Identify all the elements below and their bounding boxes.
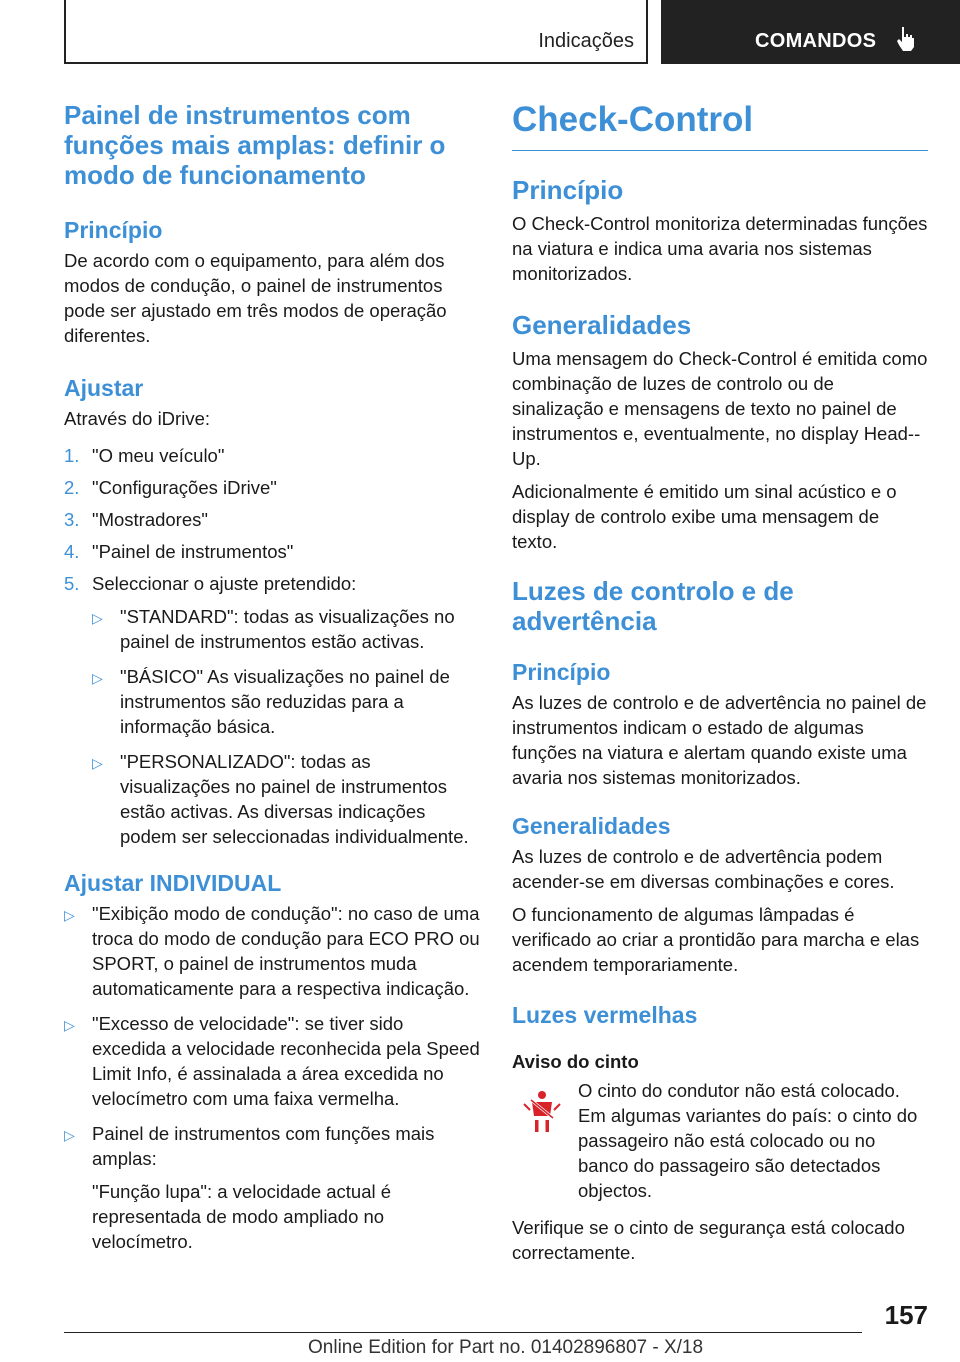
list-item <box>64 1121 480 1254</box>
aviso-cinto-text: O cinto do condutor não está colocado. Em algumas variantes do país: o cinto do passageiro não está colocado ou no banco do passageiro são detectados objectos. <box>578 1080 918 1201</box>
header-section-label: Indicações <box>538 30 634 52</box>
luzes-principio-text: As luzes de controlo e de advertência no painel de instrumentos indicam o estado de algumas funções na viatura e alertam quando existe uma avaria nos sistemas monitorizados. <box>512 692 927 788</box>
step-text: "Configurações iDrive" <box>92 477 277 498</box>
hand-pointer-icon <box>895 25 919 53</box>
bullet-triangle-icon: ▷ <box>92 670 103 686</box>
step-text: "Painel de instrumentos" <box>92 541 294 562</box>
seatbelt-warning-icon <box>522 1090 562 1132</box>
luzes-generalidades-text-2: O funcionamento de algumas lâmpadas é verificado ao criar a prontidão para marcha e elas acendem temporariamente. <box>512 904 920 975</box>
list-item <box>64 901 480 1001</box>
individual-text: "Exibição modo de condução": no caso de uma troca do modo de condução para ECO PRO ou SPORT, o painel de instrumentos muda automaticamente para a respectiva indicação. <box>92 903 480 999</box>
footer-edition-text: Online Edition for Part no. 01402896807 - X/18 <box>308 1337 704 1358</box>
list-item <box>92 604 480 654</box>
step-text: "O meu veículo" <box>92 445 225 466</box>
header-chapter-label: COMANDOS <box>755 30 877 52</box>
modes-list <box>92 604 480 849</box>
list-item <box>92 664 480 739</box>
steps-list <box>64 443 480 849</box>
step-text: "Mostradores" <box>92 509 208 530</box>
individual-list <box>64 901 480 1254</box>
luzes-generalidades-text-1: As luzes de controlo e de advertência podem acender-se em diversas combinações e cores. <box>512 846 895 892</box>
list-item <box>64 443 480 468</box>
header-section-tab <box>64 0 648 64</box>
individual-sub-text: "Função lupa": a velocidade actual é representada de modo ampliado no velocímetro. <box>92 1181 392 1252</box>
aviso-cinto-heading: Aviso do cinto <box>512 1051 639 1072</box>
list-item <box>64 507 480 532</box>
left-individual-heading: Ajustar INDIVIDUAL <box>64 870 282 896</box>
step-number: 3. <box>64 509 80 530</box>
step-number: 2. <box>64 477 80 498</box>
left-column <box>64 100 480 1264</box>
bullet-triangle-icon: ▷ <box>64 1017 75 1033</box>
individual-text: Painel de instrumentos com funções mais amplas: <box>92 1123 435 1169</box>
mode-text: "PERSONALIZADO": todas as visualizações no painel de instrumentos estão activas. As diversas indicações podem ser seleccionadas individualmente. <box>120 751 469 847</box>
list-item <box>64 571 480 849</box>
right-generalidades-text-2: Adicionalmente é emitido um sinal acústico e o display de controlo exibe uma mensagem de texto. <box>512 481 897 552</box>
step-number: 5. <box>64 573 80 594</box>
bullet-triangle-icon: ▷ <box>92 755 103 771</box>
bullet-triangle-icon: ▷ <box>64 1127 75 1143</box>
step-text: Seleccionar o ajuste pretendido: <box>92 573 357 594</box>
right-column <box>512 100 928 1277</box>
luzes-heading: Luzes de controlo e de advertência <box>512 576 794 636</box>
individual-text: "Excesso de velocidade": se tiver sido excedida a velocidade reconhecida pela Speed Limit Info, é assinalada a área excedida no velocímetro com uma faixa vermelha. <box>92 1013 480 1109</box>
right-principio-text: O Check-Control monitoriza determinadas funções na viatura e indica uma avaria nos sistemas monitorizados. <box>512 213 928 284</box>
right-principio-heading: Princípio <box>512 175 624 205</box>
list-item <box>64 1011 480 1111</box>
header-chapter-tab <box>661 0 960 64</box>
bullet-triangle-icon: ▷ <box>92 610 103 626</box>
left-title: Painel de instrumentos com funções mais amplas: definir o modo de funcionamento <box>64 100 446 190</box>
right-generalidades-text-1: Uma mensagem do Check-Control é emitida como combinação de luzes de controlo ou de sinalização e mensagens de texto no painel de instrumentos e, eventualmente, no display Head--Up. <box>512 348 928 469</box>
step-number: 1. <box>64 445 80 466</box>
left-principio-heading: Princípio <box>64 217 163 243</box>
left-principio-text: De acordo com o equipamento, para além dos modos de condução, o painel de instrumentos pode ser ajustado em três modos de operação diferentes. <box>64 250 447 346</box>
list-item <box>92 749 480 849</box>
right-title: Check-Control <box>512 100 928 151</box>
luzes-generalidades-heading: Generalidades <box>512 813 671 839</box>
list-item <box>64 539 480 564</box>
left-ajustar-heading: Ajustar <box>64 375 144 401</box>
mode-text: "BÁSICO" As visualizações no painel de instrumentos são reduzidas para a informação básica. <box>120 666 450 737</box>
page-number: 157 <box>884 1300 928 1330</box>
left-ajustar-text: Através do iDrive: <box>64 408 210 429</box>
bullet-triangle-icon: ▷ <box>64 907 75 923</box>
luzes-vermelhas-heading: Luzes vermelhas <box>512 1002 698 1028</box>
luzes-principio-heading: Princípio <box>512 659 611 685</box>
aviso-cinto-verify-text: Verifique se o cinto de segurança está colocado correctamente. <box>512 1217 905 1263</box>
right-generalidades-heading: Generalidades <box>512 310 692 340</box>
mode-text: "STANDARD": todas as visualizações no painel de instrumentos estão activas. <box>120 606 455 652</box>
step-number: 4. <box>64 541 80 562</box>
list-item <box>64 475 480 500</box>
footer-divider <box>64 1332 862 1333</box>
aviso-cinto-block <box>512 1078 928 1203</box>
